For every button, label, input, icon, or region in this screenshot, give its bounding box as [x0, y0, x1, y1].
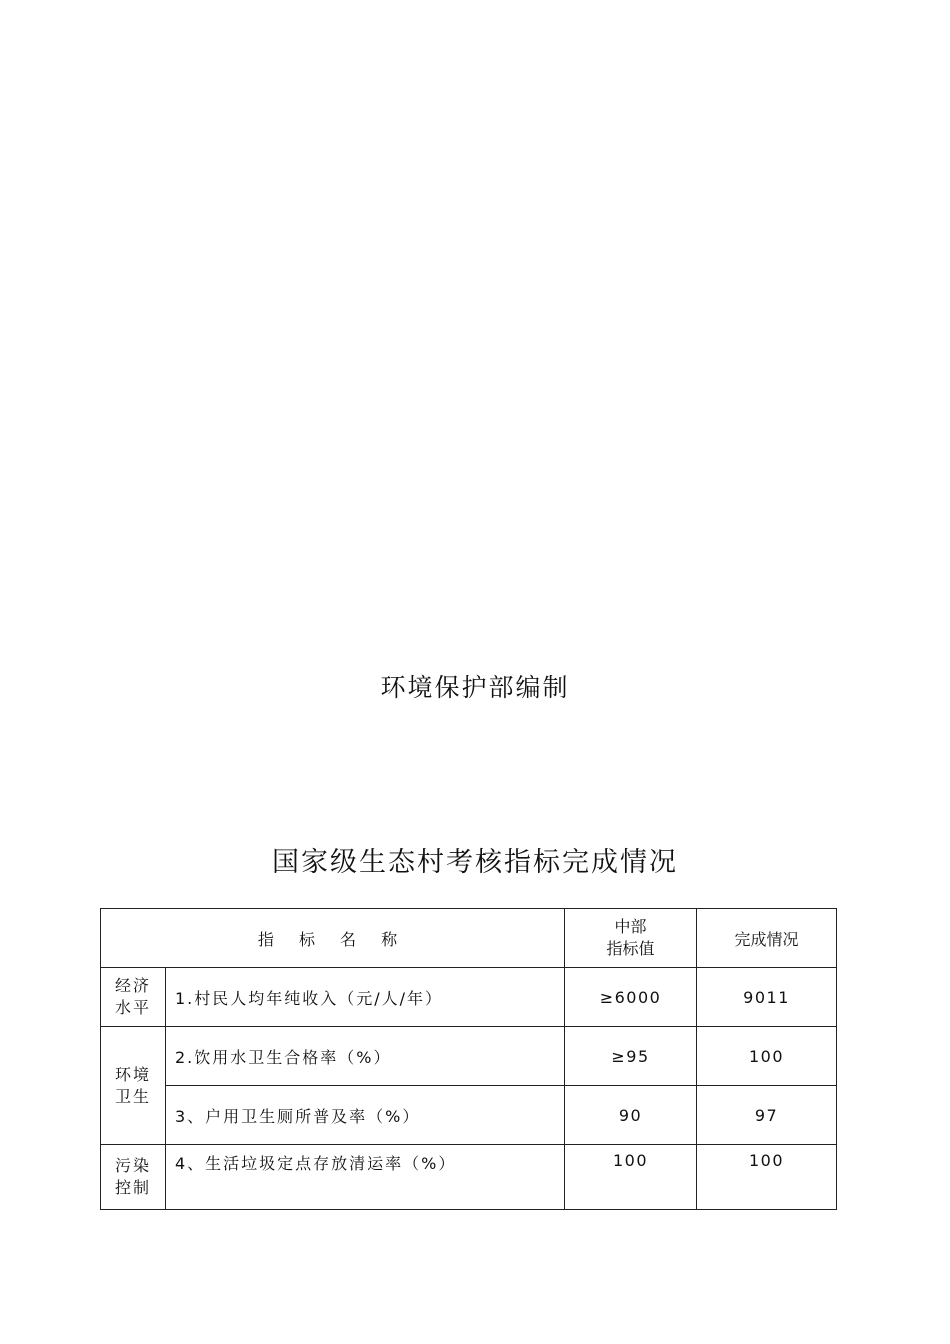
header-completion: 完成情况 [697, 909, 837, 968]
category-line: 污染 [114, 1156, 151, 1175]
category-line: 水平 [114, 998, 151, 1017]
indicator-name: 1.村民人均年纯收入（元/人/年） [166, 968, 565, 1027]
category-environment [101, 1027, 166, 1145]
category-line: 控制 [114, 1178, 151, 1197]
target-value: 90 [565, 1086, 697, 1145]
target-value: ≥6000 [565, 968, 697, 1027]
table-row [101, 1027, 837, 1086]
category-pollution [101, 1145, 166, 1210]
indicator-table [100, 908, 837, 1210]
header-target-value [565, 909, 697, 968]
completion-value: 9011 [697, 968, 837, 1027]
target-value: ≥95 [565, 1027, 697, 1086]
table-row [101, 1145, 837, 1210]
category-economic [101, 968, 166, 1027]
completion-value: 100 [697, 1145, 837, 1210]
indicator-name: 2.饮用水卫生合格率（%） [166, 1027, 565, 1086]
table-row [101, 968, 837, 1027]
indicator-name: 4、生活垃圾定点存放清运率（%） [166, 1145, 565, 1210]
header-indicator-name: 指 标 名 称 [101, 909, 565, 968]
header-target-line1: 中部 [614, 917, 647, 936]
table-header-row [101, 909, 837, 968]
document-title: 国家级生态村考核指标完成情况 [272, 847, 678, 878]
completion-value: 100 [697, 1027, 837, 1086]
compiler-label: 环境保护部编制 [380, 673, 570, 702]
completion-value: 97 [697, 1086, 837, 1145]
category-line: 卫生 [114, 1086, 151, 1106]
table-row [101, 1086, 837, 1145]
category-line: 环境 [114, 1064, 151, 1084]
indicator-name: 3、户用卫生厕所普及率（%） [166, 1086, 565, 1145]
header-target-line2: 指标值 [606, 939, 655, 958]
category-line: 经济 [114, 976, 151, 995]
target-value: 100 [565, 1145, 697, 1210]
